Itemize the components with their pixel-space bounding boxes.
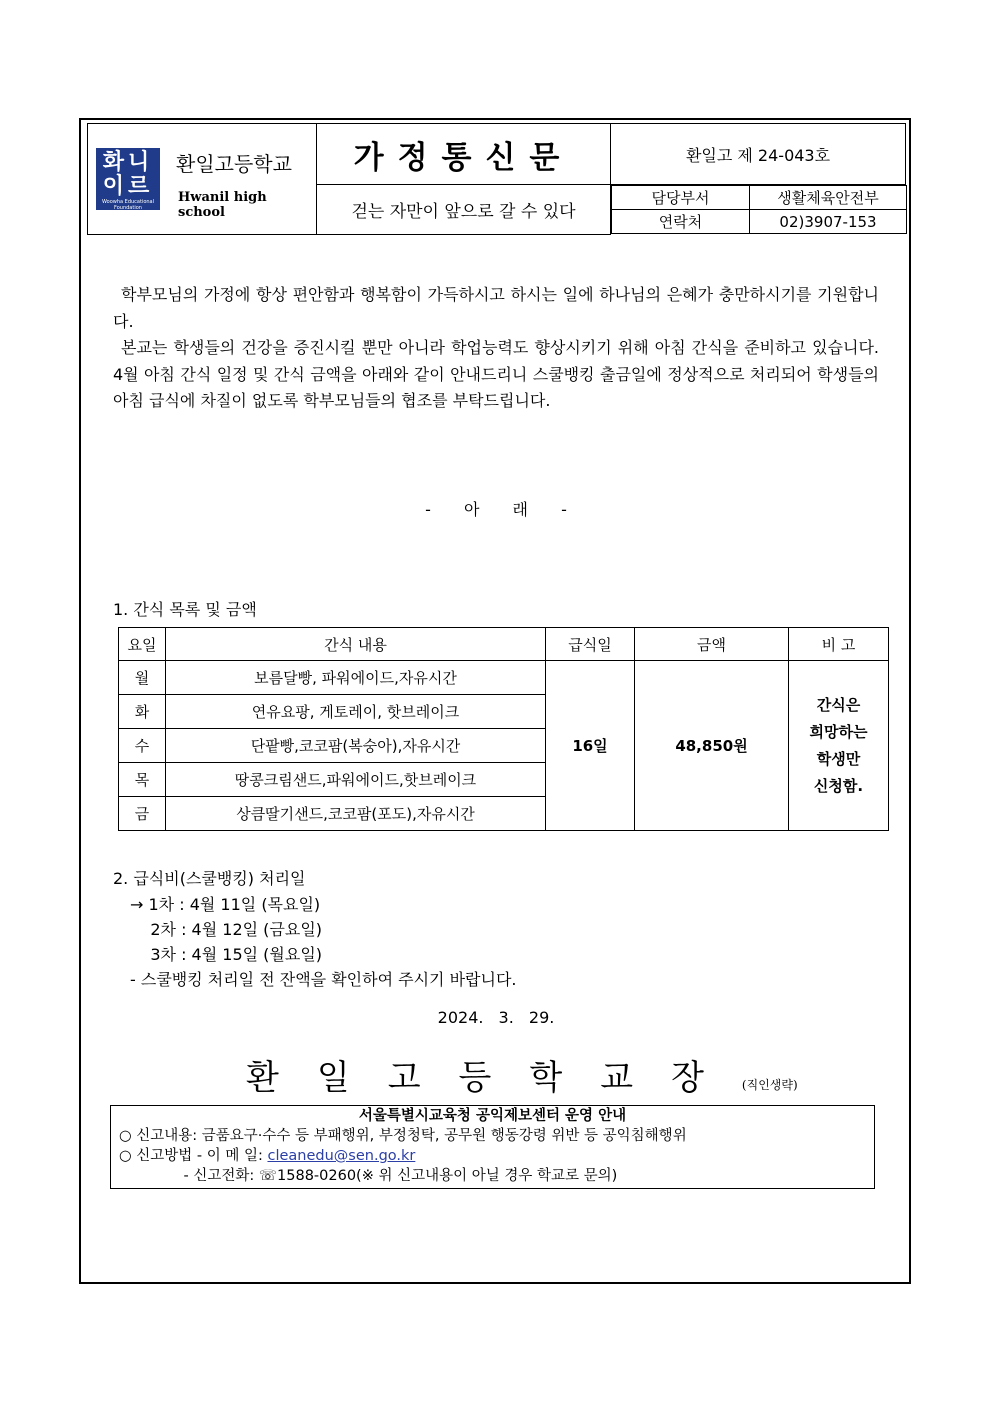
snack-table — [118, 627, 889, 831]
row-day: 목 — [119, 763, 166, 797]
intro-paragraph-1: 학부모님의 가정에 항상 편안함과 행복함이 가득하시고 하시는 일에 하나님의 은혜가 충만하시기를 기원합니다. — [113, 285, 879, 331]
intro-paragraph-2: 본교는 학생들의 건강을 증진시킬 뿐만 아니라 학업능력도 향상시키기 위해 아침 간식을 준비하고 있습니다. 4월 아침 간식 일정 및 간식 금액을 아래와 같이 안내드리니 스쿨뱅킹 출금일에 정상적으로 처리되어 학생들의 아침 급식에 차질이 없도록 학부모님들의 협조를 부탁드립니다. — [113, 338, 879, 410]
report-method-phone: - 신고전화: ☏1588-0260(※ 위 신고내용이 아닐 경우 학교로 문의) — [119, 1168, 618, 1184]
seal-omitted: (직인생략) — [741, 1078, 798, 1092]
dept-value: 생활체육안전부 — [750, 186, 907, 210]
report-title: 서울특별시교육청 공익제보센터 운영 안내 — [358, 1108, 627, 1124]
logo-cell — [88, 124, 317, 235]
payment-schedule — [130, 892, 517, 992]
row-menu: 단팥빵,코코팜(복숭아),자유시간 — [166, 729, 546, 763]
payment-line-3: 3차 : 4월 15일 (월요일) — [130, 945, 323, 964]
col-header-days: 급식일 — [546, 628, 635, 661]
col-header-day: 요일 — [119, 628, 166, 661]
payment-line-1: → 1차 : 4월 11일 (목요일) — [130, 895, 321, 914]
row-menu: 연유요팡, 게토레이, 핫브레이크 — [166, 695, 546, 729]
contact-value: 02)3907-153 — [750, 210, 907, 234]
amount: 48,850원 — [635, 661, 789, 831]
principal-title: 환일고등학교장 — [246, 1058, 742, 1098]
header-table — [87, 123, 906, 235]
row-menu: 보름달빵, 파워에이드,자유시간 — [166, 661, 546, 695]
col-header-menu: 간식 내용 — [166, 628, 546, 661]
payment-line-2: 2차 : 4월 12일 (금요일) — [130, 920, 323, 939]
doc-title: 가정통신문 — [317, 124, 611, 185]
meta-table — [611, 185, 907, 234]
email-label: ○ 신고방법 - 이 메 일: — [119, 1148, 268, 1164]
col-header-note: 비 고 — [789, 628, 889, 661]
email-link[interactable]: cleanedu@sen.go.kr — [267, 1148, 416, 1164]
school-name-ko: 환일고등학교 — [176, 152, 292, 176]
snack-table-header — [119, 628, 889, 661]
dept-label: 담당부서 — [612, 186, 750, 210]
row-menu: 상큼딸기샌드,코코팜(포도),자유시간 — [166, 797, 546, 831]
contact-label: 연락처 — [612, 210, 750, 234]
row-day: 월 — [119, 661, 166, 695]
row-day: 금 — [119, 797, 166, 831]
intro-text — [113, 282, 879, 415]
issue-date: 2024. 3. 29. — [437, 1008, 555, 1027]
school-logo — [96, 148, 160, 210]
principal-signature — [246, 1050, 798, 1099]
whistleblower-notice — [110, 1105, 875, 1189]
notice-heading: - 아 래 - — [425, 500, 567, 519]
report-method-email — [111, 1146, 874, 1166]
row-day: 화 — [119, 695, 166, 729]
row-day: 수 — [119, 729, 166, 763]
col-header-amount: 금액 — [635, 628, 789, 661]
report-content: ○ 신고내용: 금품요구·수수 등 부패행위, 부정청탁, 공무원 행동강령 위반 등 공익침해행위 — [119, 1128, 687, 1144]
days-count: 16일 — [546, 661, 635, 831]
issue-number: 환일고 제 24-043호 — [611, 124, 906, 185]
logo-foundation: Woowha Educational Foundation — [101, 199, 155, 211]
school-name-en: Hwanil high school — [178, 190, 267, 220]
meta-cell — [611, 185, 906, 235]
logo-glyphs: 화니 이르 — [102, 150, 154, 199]
note: 간식은 희망하는 학생만 신청함. — [789, 661, 889, 831]
payment-note: - 스쿨뱅킹 처리일 전 잔액을 확인하여 주시기 바랍니다. — [130, 970, 517, 989]
section-1-title: 1. 간식 목록 및 금액 — [113, 600, 257, 619]
row-menu: 땅콩크림샌드,파워에이드,핫브레이크 — [166, 763, 546, 797]
table-row — [119, 661, 889, 695]
section-2-title: 2. 급식비(스쿨뱅킹) 처리일 — [113, 869, 306, 888]
school-motto: 걷는 자만이 앞으로 갈 수 있다 — [317, 185, 611, 235]
